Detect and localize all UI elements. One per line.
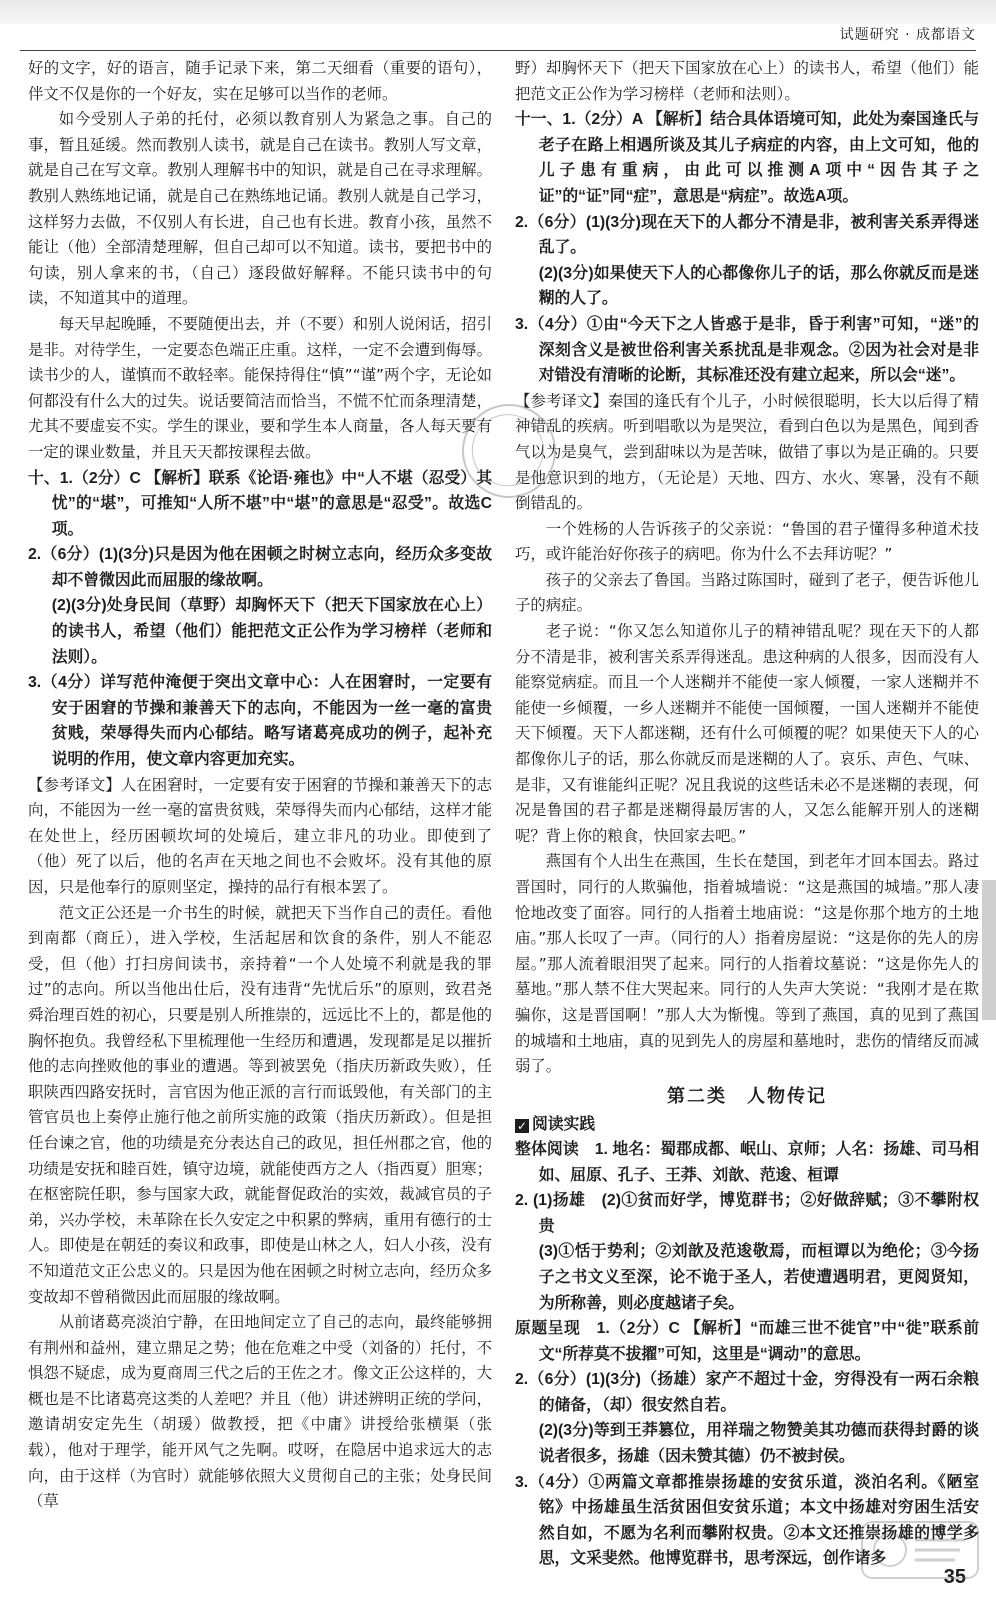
answer-item: 3.（4分）详写范仲淹便于突出文章中心：人在困窘时，一定要有安于困窘的节操和兼善天下的志向，不能因为一丝一毫的富贵贫贱，荣辱得失而内心郁结。略写诸葛亮成功的例子，起补充说明的作用，使文章内容更加充实。 [28,674,492,769]
translation-paragraph: 范文正公还是一介书生的时候，就把天下当作自己的责任。看他到南都（商丘），进入学校，生活起居和饮食的条件，别人不能忍受，但（他）打扫房间读书，亲持着“一个人处境不利就是我的罪过”的志向。所以当他出仕后，没有违背“先忧后乐”的原则，致君尧舜治理百姓的初心，只要是别人所推崇的，远远比不上的，都是他的胸怀抱负。我曾经私下里梳理他一生经历和遭遇，发现都是足以摧折他的志向挫败他的事业的遭遇。等到被罢免（指庆历新政失败），任职陕西四路安抚时，言官因为他正派的言行而诋毁他，有关部门的主管官员也上奏停止施行他之前所实施的政策（指庆历新政）。但是担任台谏之官，他的功绩是充分表达自己的政见，担任州郡之官，他的功绩是安抚和睦百姓，镇守边境，就能使西方之人（指西夏）胆寒；在枢密院任职，参与国家大政，就能督促政治的实效，裁减官员的子弟，兴办学校，未革除在长久安定之中积累的弊病，重用有德行的士人。即使是在朝廷的奏议和政事，即使是山林之人，妇人小孩，没有不知道范文正公忠义的。只是因为他在困顿之时树立志向，经历众多变故却不曾稍微因此而屈服的缘故啊。 [28,903,492,1306]
watermark-logo [860,1520,980,1580]
translation-paragraph: 从前诸葛亮淡泊宁静，在田地间定立了自己的志向，最终能够拥有荆州和益州，建立鼎足之势；他在危难之中受（刘备的）托付，不惧怨不疑虑，成为夏商周三代之后的王佐之才。像文正公这样的，大概也是不比诸葛亮这类的人差吧？并且（他）讲述辨明正统的学问，邀请胡安定先生（胡瑗）做教授，把《中庸》讲授给张横渠（张载），他对于理学，能开风气之先啊。哎呀，在隐居中追求远大的志向，由于这样（为官时）就能够依照大义贯彻自己的主张；处身民间（草 [28,1313,492,1511]
header-rule [20,50,976,51]
answer-item: 3.（4分）①由“今天下之人皆惑于是非，昏于利害”可知，“迷”的深刻含义是被世俗利害关系扰乱是非观念。②因为社会对是非对错没有清晰的论断，其标准还没有建立起来，所以会“迷”。 [515,315,979,385]
answer-item: 十一、1.（2分）A 【解析】结合具体语境可知，此处为秦国逢氏与老子在路上相遇所谈及其儿子病症的内容，由上文可知，他的儿子患有重病，由此可以推测A项中“因告其子之证”的“证”同“症”，意思是“病症”。故选A项。 [515,111,979,205]
translation-paragraph: 一个姓杨的人告诉孩子的父亲说：“鲁国的君子懂得多种道术技巧，或许能治好你孩子的病吧。你为什么不去拜访呢？” [515,519,979,564]
answer-item: 原题呈现 1.（2分）C 【解析】“而雄三世不徙官”中“徙”联系前文“所荐莫不拔擢”可知，这里是“调动”的意思。 [515,1320,979,1363]
section-heading: 第二类 人物传记 [667,1085,827,1107]
answer-item: 2. (1)扬雄 (2)①贫而好学，博览群书；②好做辞赋；③不攀附权贵 [515,1192,979,1235]
answer-item: 2.（6分）(1)(3分)只是因为他在困顿之时树立志向，经历众多变故却不曾微因此而屈服的缘故啊。 [28,546,492,589]
translation-paragraph: 老子说：“你又怎么知道你儿子的精神错乱呢？现在天下的人都分不清是非，被利害关系弄得迷乱。患这种病的人很多，因而没有人能察觉病症。而且一个人迷糊并不能使一家人倾覆，一家人迷糊并不能使一乡倾覆，一乡人迷糊并不能使一国倾覆，一国人迷糊并不能使天下倾覆。天下人都迷糊，还有什么可倾覆的呢？如果使天下人的心都像你儿子的话，那么你就反而是迷糊的人了。哀乐、声色、气味、是非，又有谁能纠正呢？况且我说的这些话未必不是迷糊的表现，何况是鲁国的君子都是迷糊得最厉害的人，又怎么能解开别人的迷糊呢？背上你的粮食，快回家去吧。” [515,622,979,845]
left-column [28,56,492,1515]
answer-subitem: (2)(3分)等到王莽篡位，用祥瑞之物赞美其功德而获得封爵的谈说者很多，扬雄（因未赞其德）仍不被封侯。 [538,1422,979,1466]
right-column [515,56,979,1572]
translation-paragraph: 【参考译文】人在困窘时，一定要有安于困窘的节操和兼善天下的志向，不能因为一丝一毫的富贵贫贱，荣辱得失而内心郁结，这样才能在处世上，经历困顿坎坷的处境后，建立非凡的功业。即使到了（他）死了以后，他的名声在天地之间也不会败坏。没有其他的原因，只是他奉行的原则坚定，操持的品行有根本罢了。 [28,775,492,896]
translation-paragraph: 孩子的父亲去了鲁国。当路过陈国时，碰到了老子，便告诉他儿子的病症。 [515,570,979,615]
answer-subitem: (2)(3分)处身民间（草野）却胸怀天下（把天下国家放在心上）的读书人，希望（他们）能把范文正公作为学习榜样（老师和法则）。 [51,597,492,666]
translation-paragraph: 燕国有个人出生在燕国，生长在楚国，到老年才回本国去。路过晋国时，同行的人欺骗他，指着城墙说：“这是燕国的城墙。”那人凄怆地改变了面容。同行的人指着土地庙说：“这是你那个地方的土地庙。”那人长叹了一声。（同行的人）指着房屋说：“这是你的先人的房屋。”那人流着眼泪哭了起来。同行的人指着坟墓说：“这是你先人的墓地。”那人禁不住大哭起来。同行的人失声大笑说：“我刚才是在欺骗你，这是晋国啊！”那人大为惭愧。等到了燕国，真的见到了燕国的城墙和土地庙，真的见到先人的房屋和墓地时，悲伤的情绪反而减弱了。 [515,852,979,1076]
translation-paragraph: 每天早起晚睡，不要随便出去，并（不要）和别人说闲话，招引是非。对待学生，一定要态色端正庄重。这样，一定不会遭到侮辱。读书少的人，谨慎而不敢轻率。能保持得住“慎”“谨”两个字，无论如何都没有什么大的过失。说话要简洁而恰当，不慌不忙而条理清楚，尤其不要虚妄不实。学生的课业，要和学生本人商量，各人每天要有一定的课业数量，并且天天都按课程去做。 [28,314,492,461]
translation-paragraph: 好的文字，好的语言，随手记录下来，第二天细看（重要的语句），伴文不仅是你的一个好友，实在足够可以当作的老师。 [28,59,492,103]
translation-paragraph: 【参考译文】秦国的逢氏有个儿子，小时候很聪明，长大以后得了精神错乱的疾病。听到唱歌以为是哭泣，看到白色以为是黑色，闻到香气以为是臭气，尝到甜味以为是苦味，做错了事以为是正确的。只要是他意识到的地方，（无论是）天地、四方、水火、寒暑，没有不颠倒错乱的。 [515,391,979,513]
answer-item: 2.（6分）(1)(3分)现在天下的人都分不清是非，被利害关系弄得迷乱了。 [515,213,979,257]
page-header: 试题研究 · 成都语文 [839,27,976,43]
answer-item: 3.（4分）①两篇文章都推崇扬雄的安贫乐道，淡泊名利。《陋室铭》中扬雄虽生活贫困但安贫乐道；本文中扬雄对穷困生活安然自如，不愿为名利而攀附权贵。②本文还推崇扬雄的博学多思，文采斐然。他博览群书，思考深远，创作诸多 [515,1473,979,1568]
practice-heading [515,1111,979,1137]
translation-paragraph: 如今受别人子弟的托付，必须以教育别人为紧急之事。自己的事，暂且延缓。然而教别人读书，就是自己在读书。教别人写文章，就是自己在写文章。教别人理解书中的知识，就是自己在寻求理解。教别人熟练地记诵，就是自己在熟练地记诵。教别人就是自己学习，这样努力去做，不仅别人有长进，自己也有长进。教育小孩，虽然不能让（他）全部清楚理解，但自己却可以不知道。读书，要把书中的句读，别人拿来的书，（自己）逐段做好解释。不能只读书中的句读，不知道其中的道理。 [28,110,492,308]
answer-item: 2.（6分）(1)(3分)（扬雄）家产不超过十金，穷得没有一两石余粮的储备，（却）很安然自若。 [515,1371,979,1414]
answer-subitem: (2)(3分)如果使天下人的心都像你儿子的话，那么你就反而是迷糊的人了。 [538,264,979,308]
practice-label: 阅读实践 [532,1114,596,1134]
checkbox-icon: ✓ [516,1119,528,1134]
answer-item: 十、1.（2分）C 【解析】联系《论语·雍也》中“人不堪（忍受）其忧”的“堪”，可推知“人所不堪”中“堪”的意思是“忍受”。故选C项。 [28,469,492,538]
translation-paragraph: 野）却胸怀天下（把天下国家放在心上）的读书人，希望（他们）能把范文正公作为学习榜样（老师和法则）。 [515,59,979,103]
side-edge-tab [982,880,996,1020]
answer-item: 整体阅读 1. 地名：蜀郡成都、岷山、京师；人名：扬雄、司马相如、屈原、孔子、王莽、刘歆、范逡、桓谭 [515,1140,979,1184]
answer-subitem: (3)①恬于势利；②刘歆及范逡敬焉，而桓谭以为绝伦；③今扬子之书文义至深，论不诡于圣人，若使遭遇明君，更阅贤知，为所称善，则必度越诸子矣。 [538,1243,979,1312]
page-number: 35 [943,1566,966,1588]
top-scan-band [0,0,996,24]
